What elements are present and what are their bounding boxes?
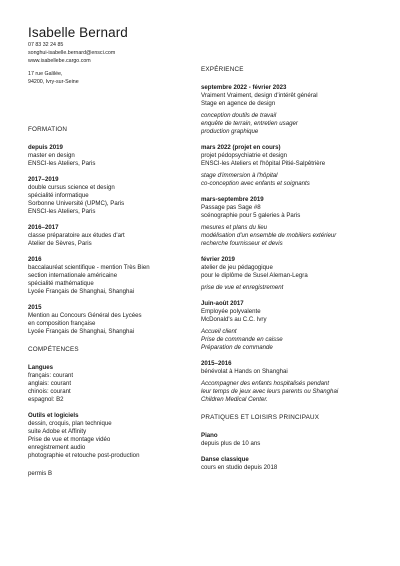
entry-heading: septembre 2022 - février 2023	[201, 84, 287, 91]
entry-heading: mars 2022 (projet en cours)	[201, 144, 281, 151]
entry-heading: Piano	[201, 432, 218, 439]
entry-line: spécialité informatique	[28, 192, 89, 199]
entry-line: master en design	[28, 152, 75, 159]
entry	[201, 256, 379, 292]
section-title-competences: COMPÉTENCES	[28, 346, 79, 353]
entry-line: spécialité mathématique	[28, 280, 94, 287]
entry-details	[201, 284, 379, 292]
right-column	[201, 66, 379, 480]
entry-line: projet pédopsychiatrie et design	[201, 152, 288, 159]
entry	[28, 176, 188, 216]
entry-line: bénévolat à Hands on Shanghai	[201, 368, 288, 375]
entry-detail-line: conception doutils de travail	[201, 112, 277, 119]
address-line-1: 17 rue Galilée,	[28, 71, 63, 77]
entry	[201, 84, 379, 136]
entry-line: Sorbonne Université (UPMC), Paris	[28, 200, 125, 207]
address-block	[28, 71, 79, 87]
entry-line: ENSCI-les Ateliers, Paris	[28, 208, 96, 215]
entry-details	[201, 224, 379, 248]
address-line-2: 94200, Ivry-sur-Seine	[28, 78, 79, 85]
entry-line: Vraiment Vraiment, design d'intérêt général	[201, 92, 318, 99]
entry-heading: depuis 2019	[28, 144, 63, 151]
person-name: Isabelle Bernard	[28, 25, 128, 40]
entry	[201, 196, 379, 248]
entry-line: Mention au Concours Général des Lycées	[28, 312, 142, 319]
experience-list	[201, 84, 379, 404]
entry	[28, 144, 188, 168]
entry-detail-line: Accueil client	[201, 328, 237, 335]
entry-line: Prise de vue et montage vidéo	[28, 436, 111, 443]
competences-list	[28, 364, 188, 460]
entry-detail-line: Accompagner des enfants hospitalisés pendant	[201, 380, 330, 387]
website-link[interactable]: www.isabellebe.cargo.com	[28, 57, 91, 64]
entry-heading: 2017–2019	[28, 176, 59, 183]
entry-heading: février 2019	[201, 256, 235, 263]
entry-line: Stage en agence de design	[201, 100, 276, 107]
entry-detail-line: stage d'immersion à l'hôpital	[201, 172, 278, 179]
entry-heading: 2015	[28, 304, 42, 311]
entry-line: français: courant	[28, 372, 74, 379]
entry-line: en composition française	[28, 320, 96, 327]
entry-detail-line: Children Medical Center.	[201, 396, 268, 403]
entry-line: enregistrement audio	[28, 444, 86, 451]
entry-heading: 2016	[28, 256, 42, 263]
entry-heading: 2016–2017	[28, 224, 59, 231]
entry-detail-line: Préparation de commande	[201, 344, 273, 351]
entry-line: Passage pas Sage #8	[201, 204, 261, 211]
entry-details	[201, 172, 379, 188]
entry-line: pour le diplôme de Susel Aleman-Legra	[201, 272, 308, 279]
entry	[28, 224, 188, 248]
entry-line: Atelier de Sèvres, Paris	[28, 240, 92, 247]
entry-details	[201, 328, 379, 352]
entry-heading: Juin-août 2017	[201, 300, 244, 307]
entry-detail-line: modélisation d'un ensemble de mobiliers extérieur	[201, 232, 337, 239]
entry-line: ENSCI-les Ateliers et l'hôpital Pitié-Salpêtrière	[201, 160, 326, 167]
section-title-experience: EXPÉRIENCE	[201, 66, 244, 73]
entry-detail-line: production graphique	[201, 128, 259, 135]
section-title-formation: FORMATION	[28, 126, 68, 133]
entry-line: classe préparatoire aux études d'art	[28, 232, 125, 239]
contact-block	[28, 42, 115, 65]
entry-heading: mars-septembre 2019	[201, 196, 264, 203]
phone-number: 07 83 32 24 85	[28, 42, 64, 48]
entry-details	[201, 112, 379, 136]
entry-detail-line: co-conception avec enfants et soignants	[201, 180, 310, 187]
entry-detail-line: Prise de commande en caisse	[201, 336, 283, 343]
entry-line: photographie et retouche post-production	[28, 452, 140, 459]
entry-line: Lycée Français de Shanghai, Shanghai	[28, 288, 135, 295]
loisirs-list	[201, 432, 379, 472]
entry	[201, 456, 379, 472]
entry-line: Employée polyvalente	[201, 308, 261, 315]
entry-line: depuis plus de 10 ans	[201, 440, 261, 447]
entry-line: ENSCI-les Ateliers, Paris	[28, 160, 96, 167]
formation-list	[28, 144, 188, 336]
entry-line: dessin, croquis, plan technique	[28, 420, 112, 427]
entry	[28, 412, 188, 460]
entry-line: McDonald's au C.C. Ivry	[201, 316, 267, 323]
entry-line: atelier de jeu pédagogique	[201, 264, 273, 271]
entry-line: suite Adobe et Affinity	[28, 428, 87, 435]
entry-detail-line: prise de vue et enregistrement	[201, 284, 284, 291]
entry-detail-line: mesures et plans du lieu	[201, 224, 268, 231]
driving-license: permis B	[28, 470, 53, 477]
entry-line: double cursus science et design	[28, 184, 115, 191]
entry	[201, 432, 379, 448]
entry-line: espagnol: B2	[28, 396, 64, 403]
section-title-loisirs: PRATIQUES ET LOISIRS PRINCIPAUX	[201, 414, 320, 421]
entry-heading: Danse classique	[201, 456, 249, 463]
entry-detail-line: leur temps de jeux avec leurs parents ou Shanghai	[201, 388, 339, 395]
entry-line: chinois: courant	[28, 388, 71, 395]
entry-detail-line: recherche fournisseur et devis	[201, 240, 283, 247]
entry-heading: 2015–2016	[201, 360, 232, 367]
entry-line: baccalauréat scientifique - mention Très Bien	[28, 264, 150, 271]
entry	[28, 364, 188, 404]
entry-heading: Outils et logiciels	[28, 412, 79, 419]
entry-heading: Langues	[28, 364, 54, 371]
left-column	[28, 126, 188, 478]
entry-line: anglais: courant	[28, 380, 72, 387]
entry	[28, 304, 188, 336]
email-link[interactable]: songhui-isabelle.bernard@ensci.com	[28, 49, 116, 56]
entry-detail-line: enquête de terrain, entretien usager	[201, 120, 298, 127]
entry	[201, 300, 379, 352]
entry-details	[201, 380, 379, 404]
entry-line: section internationale américaine	[28, 272, 118, 279]
entry	[201, 144, 379, 188]
entry-line: Lycée Français de Shanghai, Shanghai	[28, 328, 135, 335]
entry-line: cours en studio depuis 2018	[201, 464, 278, 471]
entry	[28, 256, 188, 296]
entry-line: scénographie pour 5 galeries à Paris	[201, 212, 301, 219]
entry	[201, 360, 379, 404]
